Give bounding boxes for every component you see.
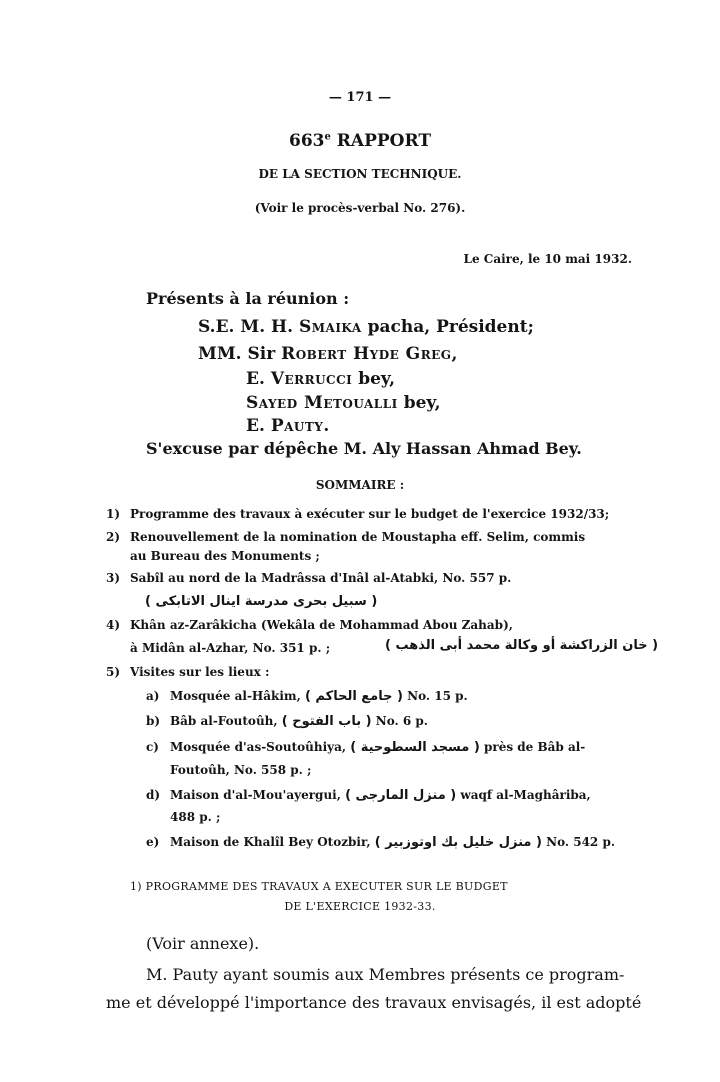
item-number: 5) — [106, 665, 121, 679]
annex-note: (Voir annexe). — [146, 934, 260, 953]
visit-arabic: ( منزل خليل بك اوتوزبير ) — [374, 835, 542, 850]
visit-arabic: ( باب الفتوح ) — [281, 714, 372, 729]
reference-line: (Voir le procès-verbal No. 276). — [254, 201, 466, 215]
summary-item-5 — [106, 665, 269, 679]
excuse-line: S'excuse par dépêche M. Aly Hassan Ahmad Bey. — [146, 439, 582, 458]
report-title-number: 663 — [289, 131, 325, 151]
item-number: 4) — [106, 618, 121, 632]
item-number: 1) — [106, 507, 121, 521]
visit-letter: a) — [146, 689, 160, 703]
visit-c — [146, 740, 585, 755]
summary-item-2 — [106, 530, 585, 544]
visit-ref: No. 6 p. — [375, 714, 428, 728]
visit-e — [146, 835, 615, 850]
visit-arabic: ( منزل المارجى ) — [345, 788, 457, 803]
attendee-prefix: MM. Sir — [198, 344, 276, 364]
attendee-verrucci — [246, 369, 395, 389]
attendee-name: Smaika — [298, 317, 362, 337]
attendee-name: Robert Hyde Greg, — [281, 344, 458, 364]
visit-text: Maison d'al-Mou'ayergui, — [170, 788, 341, 802]
attendee-pauty — [246, 416, 330, 436]
summary-item-3 — [106, 571, 511, 585]
attendee-title: bey, — [358, 369, 396, 389]
attendee-prefix: E. — [246, 369, 265, 389]
attendee-president — [198, 317, 534, 337]
item-text: Visites sur les lieux : — [130, 665, 270, 679]
attendee-title: pacha, Président; — [367, 317, 534, 337]
visit-arabic: ( جامع الحاكم ) — [304, 689, 403, 704]
visit-text: Bâb al-Foutoûh, — [170, 714, 278, 728]
page-number: — 171 — — [328, 90, 392, 105]
item-text: Sabîl au nord de la Madrâssa d'Inâl al-Atabki, No. 557 p. — [130, 571, 512, 585]
visit-ref: près de Bâb al- — [484, 740, 586, 754]
summary-heading: SOMMAIRE : — [315, 478, 405, 492]
visit-letter: b) — [146, 714, 161, 728]
visit-ref: No. 15 p. — [407, 689, 468, 703]
attendee-name: Verrucci — [270, 369, 353, 389]
attendee-metoualli — [246, 393, 441, 413]
attendee-title: bey, — [403, 393, 441, 413]
summary-item-1 — [106, 507, 609, 521]
attendee-greg — [198, 344, 458, 364]
visit-ref: waqf al-Maghâriba, — [460, 788, 591, 802]
item-number: 2) — [106, 530, 121, 544]
place-date: Le Caire, le 10 mai 1932. — [463, 252, 632, 266]
visit-text: Maison de Khalîl Bey Otozbir, — [170, 835, 371, 849]
summary-item-4-cont: à Midân al-Azhar, No. 351 p. ; — [130, 641, 331, 655]
attendee-name: Pauty. — [270, 416, 330, 436]
section-subtitle: DE LA SECTION TECHNIQUE. — [258, 167, 462, 181]
visit-ref: No. 542 p. — [546, 835, 616, 849]
body-line-2: me et développé l'importance des travaux envisagés, il est adopté — [106, 993, 642, 1012]
report-title-superscript: e — [324, 131, 331, 143]
visit-text: Mosquée al-Hâkim, — [170, 689, 301, 703]
item-3-arabic: ( سبيل بحرى مدرسة اينال الاتابكى ) — [145, 594, 378, 609]
visit-b — [146, 714, 428, 729]
summary-item-4 — [106, 618, 513, 632]
visit-arabic: ( مسجد السطوحية ) — [350, 740, 480, 755]
item-text: Khân az-Zarâkicha (Wekâla de Mohammad Abou Zahab), — [130, 618, 513, 632]
body-line-1: M. Pauty ayant soumis aux Membres présents ce program- — [146, 965, 625, 984]
item-4-arabic: ( خان الزراكشة أو وكالة محمد أبى الذهب ) — [385, 638, 659, 653]
visit-d-cont: 488 p. ; — [170, 810, 221, 824]
visit-letter: d) — [146, 788, 161, 802]
visit-d — [146, 788, 591, 803]
present-heading: Présents à la réunion : — [146, 289, 350, 308]
attendee-name: Sayed Metoualli — [246, 393, 398, 413]
item-text: Renouvellement de la nomination de Moustapha eff. Selim, commis — [130, 530, 586, 544]
visit-a — [146, 689, 468, 704]
report-title-word: RAPPORT — [336, 131, 431, 151]
attendee-prefix: E. — [246, 416, 265, 436]
attendee-prefix: S.E. M. H. — [198, 317, 294, 337]
visit-c-cont: Foutoûh, No. 558 p. ; — [170, 763, 312, 777]
visit-letter: e) — [146, 835, 160, 849]
section-1-heading: 1) PROGRAMME DES TRAVAUX A EXECUTER SUR LE BUDGET — [130, 880, 508, 893]
section-1-heading-cont: DE L'EXERCICE 1932-33. — [284, 900, 436, 913]
item-text: Programme des travaux à exécuter sur le budget de l'exercice 1932/33; — [130, 507, 610, 521]
report-title — [0, 131, 720, 151]
visit-text: Mosquée d'as-Soutoûhiya, — [170, 740, 347, 754]
visit-letter: c) — [146, 740, 159, 754]
summary-item-2-cont: au Bureau des Monuments ; — [130, 549, 320, 563]
item-number: 3) — [106, 571, 121, 585]
